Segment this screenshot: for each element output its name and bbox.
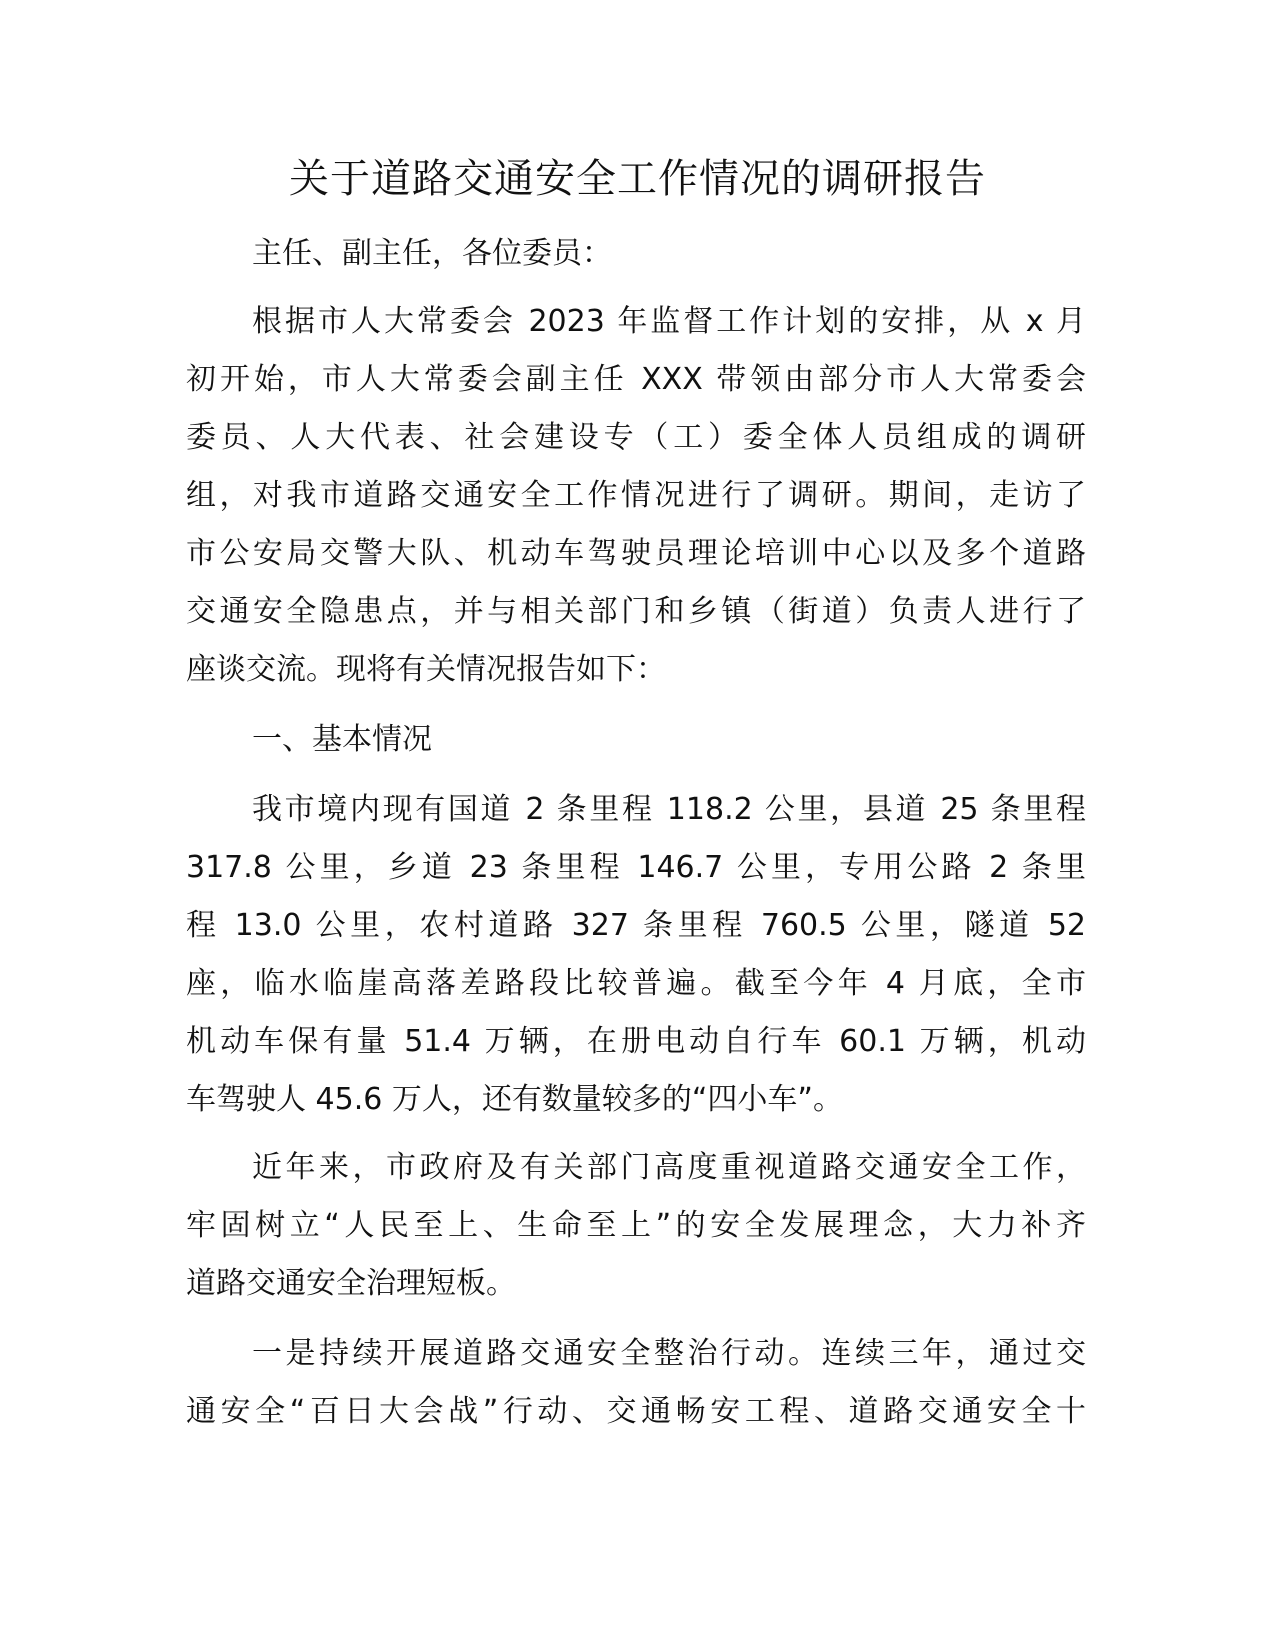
basic-line: 317.8 公里，乡道 23 条里程 146.7 公里，专用公路 2 条里 <box>186 850 1086 885</box>
point1-line: 一是持续开展道路交通安全整治行动。连续三年，通过交 <box>252 1336 1086 1371</box>
intro-line: 组，对我市道路交通安全工作情况进行了调研。期间，走访了 <box>186 478 1086 513</box>
point1-line: 通安全“百日大会战”行动、交通畅安工程、道路交通安全十 <box>186 1394 1086 1429</box>
basic-paragraph <box>186 781 1086 1129</box>
intro-line: 委员、人大代表、社会建设专（工）委全体人员组成的调研 <box>186 420 1086 455</box>
basic-line: 座，临水临崖高落差路段比较普遍。截至今年 4 月底，全市 <box>186 966 1086 1001</box>
basic-line: 车驾驶人 45.6 万人，还有数量较多的“四小车”。 <box>186 1082 843 1117</box>
document-title: 关于道路交通安全工作情况的调研报告 <box>289 156 986 202</box>
recent-paragraph <box>186 1139 1086 1313</box>
document-body <box>186 225 1086 1441</box>
section-heading: 一、基本情况 <box>252 722 432 757</box>
intro-line: 市公安局交警大队、机动车驾驶员理论培训中心以及多个道路 <box>186 536 1086 571</box>
salutation: 主任、副主任，各位委员： <box>252 236 612 271</box>
point1-paragraph <box>186 1325 1086 1441</box>
basic-line: 机动车保有量 51.4 万辆，在册电动自行车 60.1 万辆，机动 <box>186 1024 1086 1059</box>
recent-line: 牢固树立“人民至上、生命至上”的安全发展理念，大力补齐 <box>186 1208 1086 1243</box>
intro-line: 根据市人大常委会 2023 年监督工作计划的安排，从 x 月 <box>252 304 1086 339</box>
recent-line: 道路交通安全治理短板。 <box>186 1266 516 1301</box>
basic-line: 我市境内现有国道 2 条里程 118.2 公里，县道 25 条里程 <box>252 792 1086 827</box>
basic-line: 程 13.0 公里，农村道路 327 条里程 760.5 公里，隧道 52 <box>186 908 1086 943</box>
intro-paragraph <box>186 293 1086 699</box>
intro-line: 座谈交流。现将有关情况报告如下： <box>186 652 666 687</box>
intro-line: 交通安全隐患点，并与相关部门和乡镇（街道）负责人进行了 <box>186 594 1086 629</box>
recent-line: 近年来，市政府及有关部门高度重视道路交通安全工作， <box>252 1150 1086 1185</box>
intro-line: 初开始，市人大常委会副主任 XXX 带领由部分市人大常委会 <box>186 362 1086 397</box>
